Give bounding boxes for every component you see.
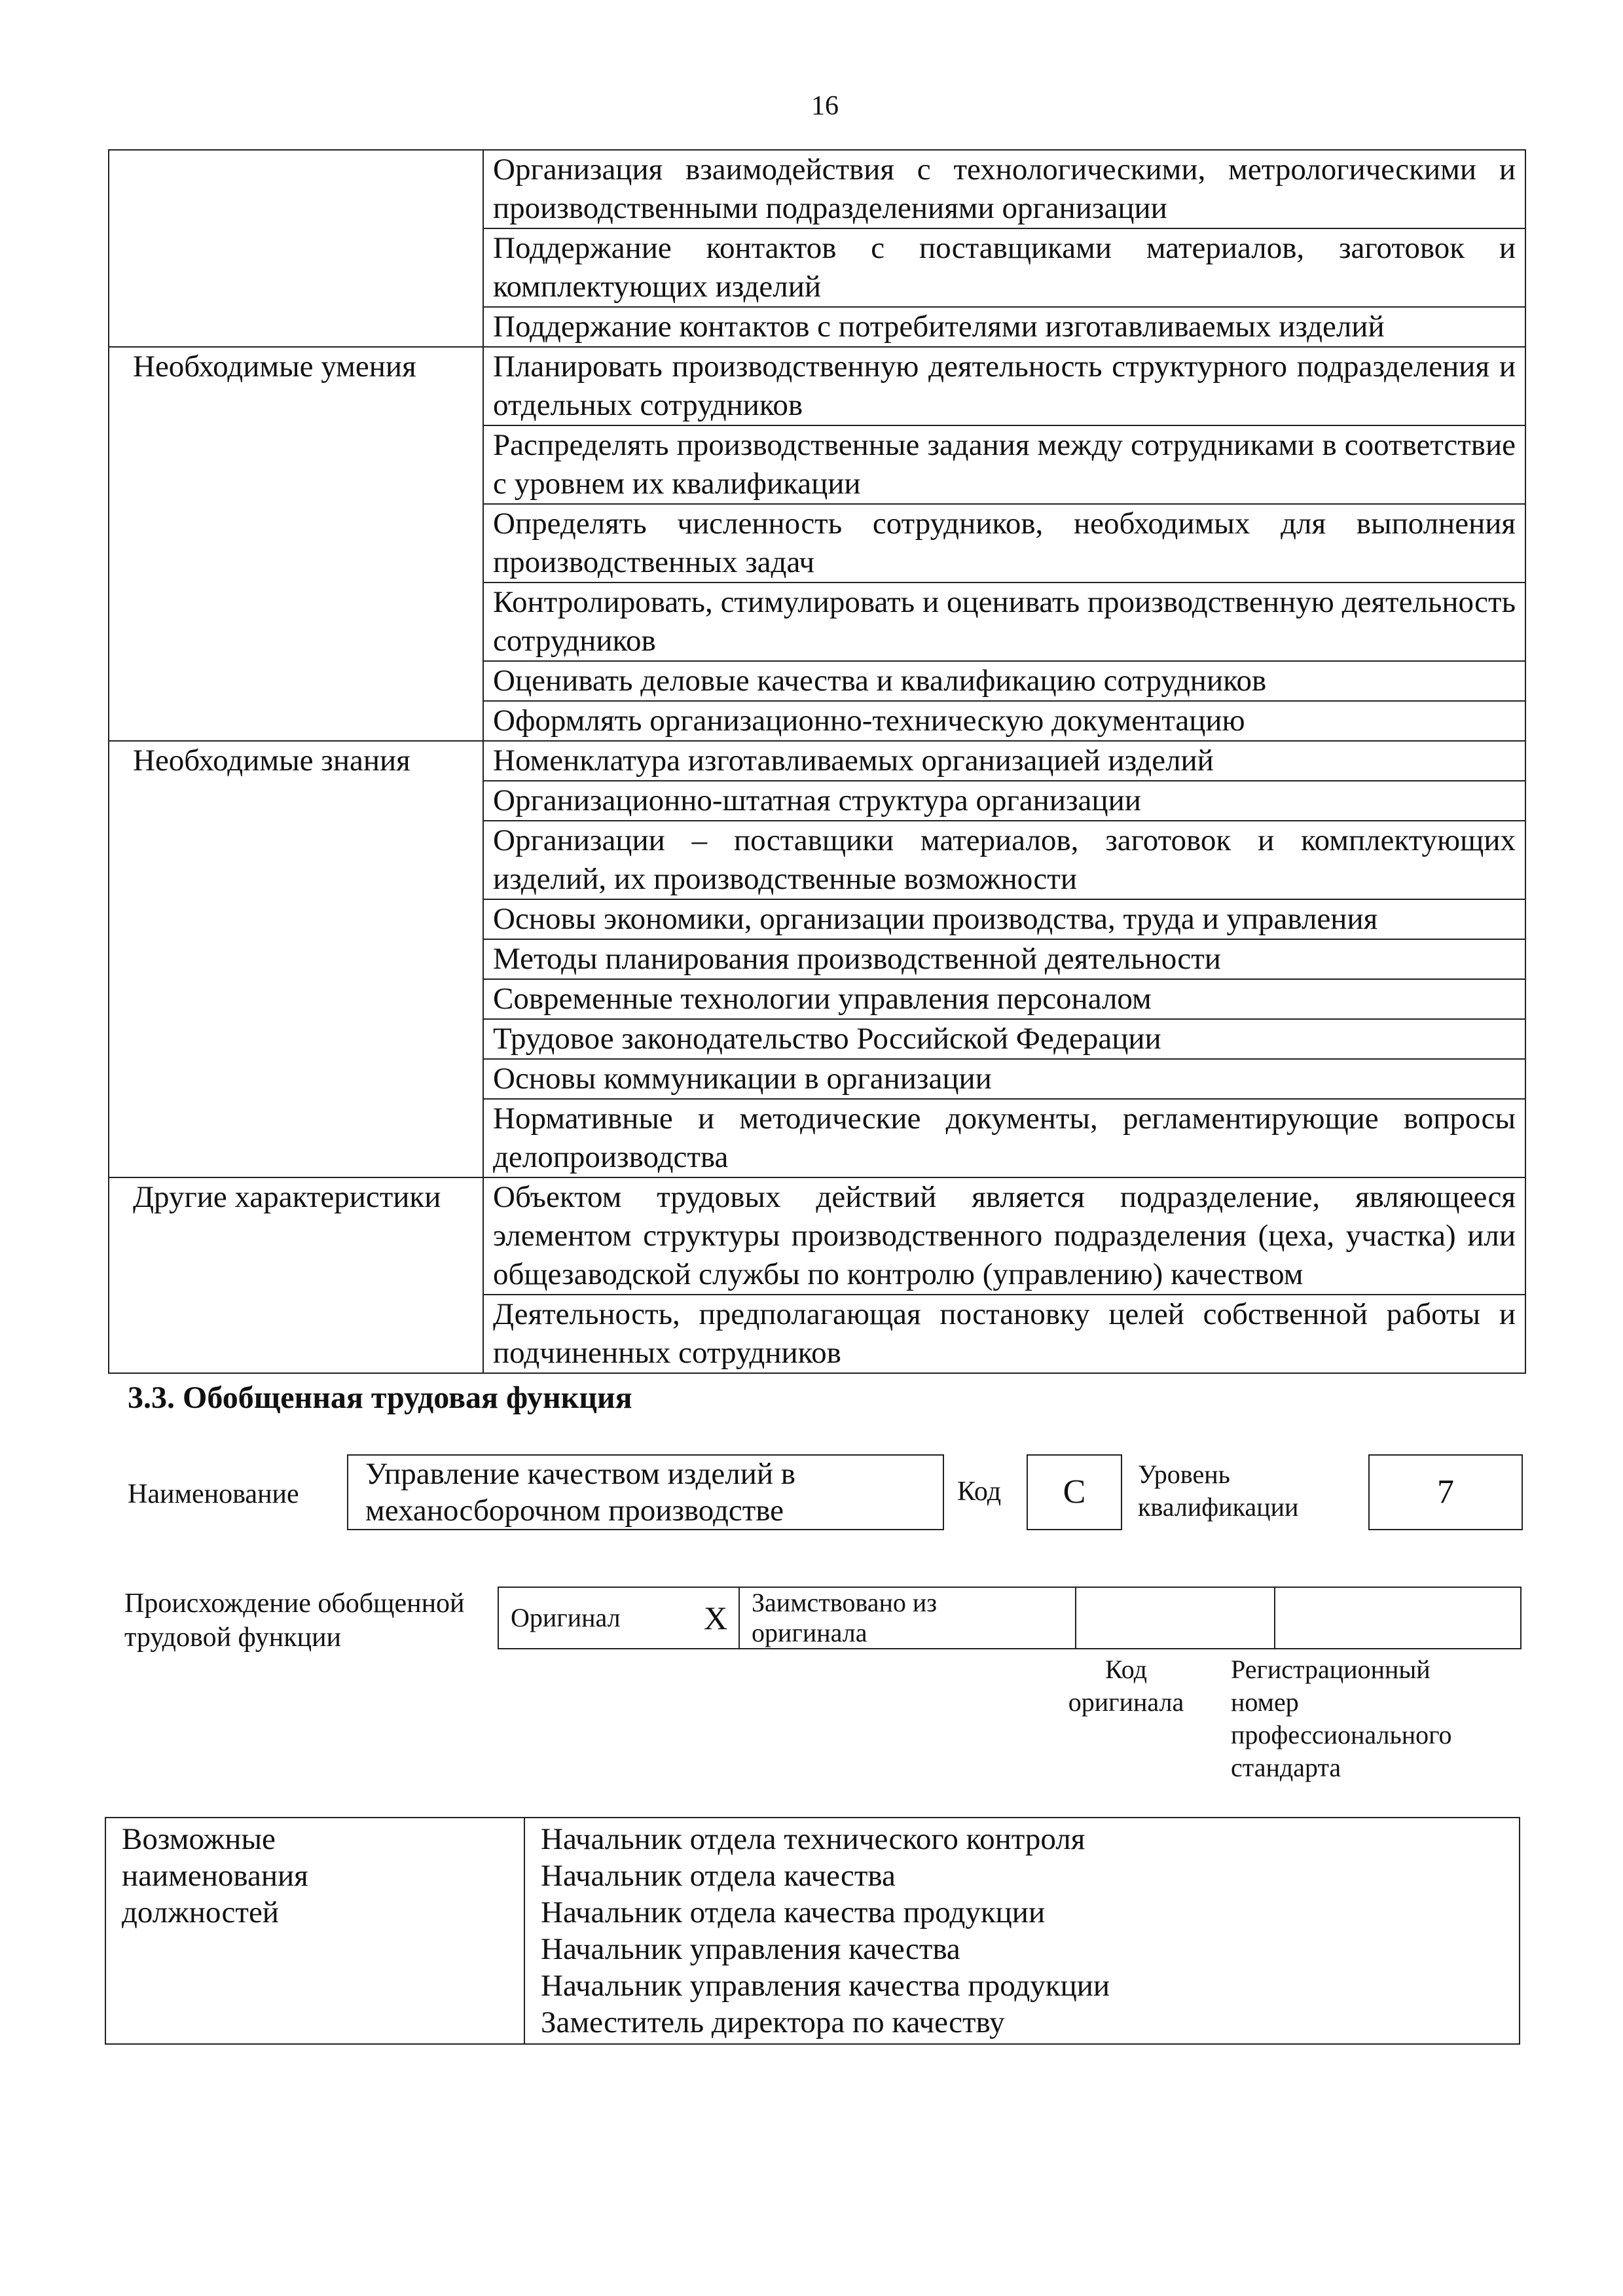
cell-value: Основы экономики, организации производства, труда и управления [483, 899, 1525, 939]
positions-table [105, 1817, 1520, 2045]
cell-value: Объектом трудовых действий является подразделение, являющееся элементом структуры производственного подразделения (цеха, участка) или общезаводской службы по контролю (управлению) качеством [483, 1177, 1525, 1295]
cell-value: Трудовое законодательство Российской Федерации [483, 1019, 1525, 1059]
original-label: Оригинал [498, 1587, 693, 1649]
cell-value: Оформлять организационно-техническую документацию [483, 701, 1525, 741]
level-label-line1: Уровень [1138, 1460, 1230, 1489]
cell-value: Поддержание контактов с поставщиками материалов, заготовок и комплектующих изделий [483, 228, 1525, 307]
row-label-knowledge: Необходимые знания [109, 741, 483, 1177]
level-label-line2: квалификации [1138, 1492, 1299, 1522]
cell-value: Основы коммуникации в организации [483, 1059, 1525, 1099]
original-mark: X [693, 1587, 739, 1649]
reg-caption-line4: стандарта [1231, 1753, 1341, 1782]
table-row [109, 347, 1525, 425]
list-item: Начальник управления качества продукции [541, 1969, 1110, 2003]
cell-value: Поддержание контактов с потребителями изготавливаемых изделий [483, 307, 1525, 347]
positions-label-line3: должностей [122, 1895, 279, 1929]
positions-list [524, 1818, 1520, 2044]
reg-caption-line1: Регистрационный [1231, 1655, 1431, 1684]
code-caption-line2: оригинала [1068, 1687, 1184, 1717]
cell-value: Контролировать, стимулировать и оценивать производственную деятельность сотрудников [483, 583, 1525, 661]
level-value-box: 7 [1368, 1454, 1523, 1530]
code-caption [1061, 1653, 1192, 1719]
positions-label-line2: наименования [122, 1859, 308, 1893]
cell-value: Распределять производственные задания между сотрудниками в соответствие с уровнем их квалификации [483, 425, 1525, 504]
borrowed-label [739, 1587, 1076, 1649]
borrowed-line2: оригинала [752, 1618, 867, 1647]
list-item: Начальник управления качества [541, 1932, 960, 1966]
cell-value: Определять численность сотрудников, необходимых для выполнения производственных задач [483, 504, 1525, 583]
page-number: 16 [811, 91, 839, 121]
cell-value: Оценивать деловые качества и квалификацию сотрудников [483, 661, 1525, 701]
cell-value: Современные технологии управления персоналом [483, 979, 1525, 1019]
cell-value: Организационно-штатная структура организации [483, 781, 1525, 821]
function-name-line1: Управление качеством изделий в [365, 1457, 795, 1491]
table-row [105, 1818, 1520, 2044]
cell-value: Организации – поставщики материалов, заготовок и комплектующих изделий, их производственные возможности [483, 821, 1525, 899]
code-label: Код [957, 1477, 1002, 1507]
function-name-line2: механосборочном производстве [365, 1494, 784, 1528]
row-label-other: Другие характеристики [109, 1177, 483, 1373]
level-label [1138, 1458, 1298, 1524]
name-label: Наименование [128, 1479, 299, 1509]
origin-label-line1: Происхождение обобщенной [124, 1588, 465, 1619]
cell-value: Номенклатура изготавливаемых организацией изделий [483, 741, 1525, 781]
cell-value: Организация взаимодействия с технологическими, метрологическими и производственными подразделениями организации [483, 150, 1525, 228]
reg-caption [1231, 1653, 1452, 1784]
registration-number-cell [1275, 1587, 1521, 1649]
origin-label [124, 1587, 465, 1655]
code-caption-line1: Код [1105, 1655, 1147, 1684]
section-heading: 3.3. Обобщенная трудовая функция [128, 1380, 632, 1415]
list-item: Начальник отдела качества продукции [541, 1895, 1046, 1929]
characteristics-table [108, 149, 1526, 1374]
row-label [109, 150, 483, 347]
table-row [498, 1587, 1521, 1649]
cell-value: Методы планирования производственной деятельности [483, 939, 1525, 979]
borrowed-line1: Заимствовано из [752, 1588, 938, 1617]
positions-label-line1: Возможные [122, 1822, 276, 1856]
list-item: Заместитель директора по качеству [541, 2005, 1005, 2039]
positions-label [105, 1818, 524, 2044]
list-item: Начальник отдела качества [541, 1859, 896, 1893]
origin-table [498, 1587, 1522, 1649]
cell-value: Деятельность, предполагающая постановку целей собственной работы и подчиненных сотрудников [483, 1295, 1525, 1373]
cell-value: Нормативные и методические документы, регламентирующие вопросы делопроизводства [483, 1099, 1525, 1177]
table-row [109, 741, 1525, 781]
code-value-box: C [1027, 1454, 1122, 1530]
table-row [109, 1177, 1525, 1295]
reg-caption-line2: номер [1231, 1687, 1299, 1717]
list-item: Начальник отдела технического контроля [541, 1822, 1085, 1856]
row-label-skills: Необходимые умения [109, 347, 483, 741]
cell-value: Планировать производственную деятельность структурного подразделения и отдельных сотрудников [483, 347, 1525, 425]
reg-caption-line3: профессионального [1231, 1720, 1452, 1749]
original-code-cell [1076, 1587, 1275, 1649]
function-name-box [347, 1454, 944, 1530]
origin-label-line2: трудовой функции [124, 1623, 342, 1653]
table-row [109, 150, 1525, 228]
